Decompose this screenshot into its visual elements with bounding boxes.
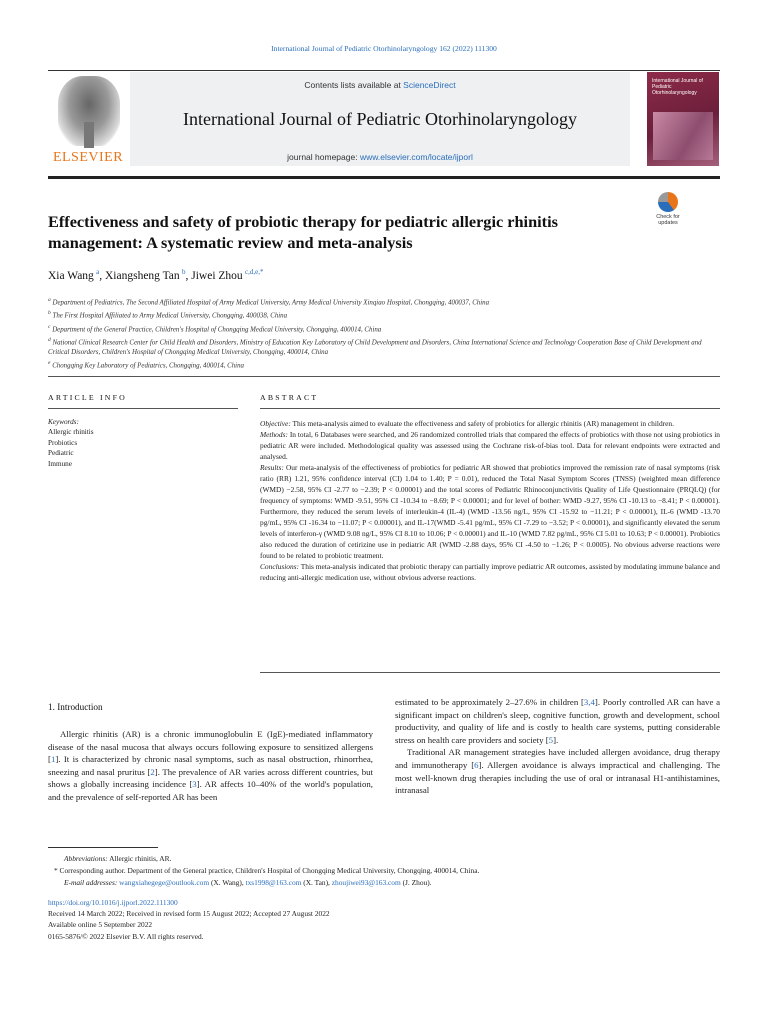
- available-online: Available online 5 September 2022: [48, 920, 153, 930]
- sciencedirect-link[interactable]: ScienceDirect: [403, 80, 456, 90]
- abstract-end-rule: [260, 672, 720, 673]
- check-updates-icon: [658, 192, 678, 212]
- journal-title: International Journal of Pediatric Otorhinolaryngology: [183, 109, 577, 129]
- email-link[interactable]: wangxiahegege@outlook.com: [119, 878, 210, 887]
- affiliation-item: $^e$ Chongqing Key Laboratory of Pediatrics, Chongqing, 400014, China: [48, 360, 244, 370]
- elsevier-logo[interactable]: [48, 72, 128, 166]
- homepage-prefix: journal homepage:: [287, 152, 360, 162]
- email-link[interactable]: txs1998@163.com: [245, 878, 302, 887]
- journal-cover-thumbnail[interactable]: [647, 72, 719, 166]
- check-for-updates-badge[interactable]: [650, 192, 686, 232]
- abstract-rule: [260, 408, 720, 409]
- author-name[interactable]: Xia Wang: [48, 269, 94, 282]
- abstract-objective: Objective: This meta-analysis aimed to evaluate the effectiveness and safety of probiotics for allergic rhinitis (AR) management in children.: [260, 419, 674, 428]
- keywords-block: [48, 417, 238, 469]
- copyright: 0165-5876/© 2022 Elsevier B.V. All rights reserved.: [48, 931, 204, 941]
- intro-paragraph: estimated to be approximately 2–27.6% in children [3,4]. Poorly controlled AR can have a significant impact on children's sleep, cognitive function, growth and development, school productivity, and quality of life and is costly to health care systems, putting considerable stress on health care providers and society [5].: [395, 697, 720, 745]
- section-title-introduction: 1. Introduction: [48, 702, 103, 712]
- citation-link[interactable]: 6: [474, 759, 479, 770]
- author-name[interactable]: Xiangsheng Tan: [104, 269, 180, 282]
- abstract-heading: ABSTRACT: [260, 393, 319, 402]
- abstract-conclusions: Conclusions: This meta-analysis indicated that probiotic therapy can partially improve pediatric AR outcomes, assisted by modulating immune balance and reducing anti-allergic medication use, without obvious adverse reactions.: [260, 562, 720, 582]
- author-list: Xia Wang $^a$, Xiangsheng Tan $^b$, Jiwei Zhou $^{c,d,e,*}$: [48, 268, 264, 282]
- email-link[interactable]: zhoujiwei93@163.com: [331, 878, 401, 887]
- keywords-label: Keywords:: [48, 418, 79, 426]
- received-dates: Received 14 March 2022; Received in revised form 15 August 2022; Accepted 27 August 2022: [48, 909, 330, 919]
- author-affil-mark[interactable]: a: [96, 268, 100, 276]
- citation-link[interactable]: 5: [548, 734, 554, 745]
- keyword-item[interactable]: Immune: [48, 459, 72, 468]
- affiliation-item: $^d$ National Clinical Research Center for Child Health and Disorders, Ministry of Education Key Laboratory of Child Development and Disorders, China International Science and Technology Cooperation Base of Child Development and Critical Disorders, Children's Hospital of Chongqing Medical University, Chongqing, 400014, China: [48, 336, 702, 357]
- intro-column-left: [48, 728, 373, 804]
- publication-info: [48, 897, 720, 942]
- masthead-bottom-rule: [48, 176, 720, 179]
- check-updates-label: Check for updates: [656, 214, 680, 227]
- corresponding-author-note: * Corresponding author. Department of the General practice, Children's Hospital of Chongqing Medical University, Chongqing, 400014, China.: [54, 866, 480, 875]
- abstract-results: Results: Our meta-analysis of the effectiveness of probiotics for pediatric AR showed that probiotics improved the remission rate of nasal symptoms (risk ratio (RR) 1.21, 95% confidence interval (CI) 1.04 to 1.40; P = 0.01), reduced the Total Nasal Symptom Scores (TNSS) (weighted mean difference (WMD) −2.58, 95% CI -2.77 to −2.39; P < 0.00001) and the total scores of Pediatric Rhinoconjunctivitis Quality of Life Questionnaire (PRQLQ) (for frequency of symptoms: WMD -9.51, 95% CI -10.34 to −8.69; P < 0.00001; and for level of bother: WMD -9.27, 95% CI -10.13 to −8.41; P < 0.00001). Furthermore, they reduced the serum levels of interleukin-4 (IL-4) (WMD -13.56 ng/L, 95% CI -15.92 to −11.21; P < 0.00001), IL-6 (WMD -13.70 pg/mL, 95% CI -16.34 to −11.07; P < 0.00001), and IL-17(WMD -5.41 pg/mL, 95% CI -7.29 to −3.52; P < 0.00001), and significantly elevated the serum levels of interferon-γ (WMD 9.08 ng/L, 95% CI 8.10 to 10.06; P < 0.00001) and IL-10 (WMD 7.82 pg/mL, 95% CI 5.01 to 10.63; P < 0.00001). Probiotics also reduced the duration of cetirizine use in pediatric AR (WMD -2.88 days, 95% CI -4.50 to −1.26; P < 0.0005). No obvious adverse reactions were found to be related to probiotic treatment.: [260, 463, 720, 560]
- cover-image: [653, 112, 713, 160]
- homepage-link[interactable]: www.elsevier.com/locate/ijporl: [359, 152, 473, 162]
- masthead-top-rule: [48, 70, 720, 71]
- citation-link[interactable]: 1: [50, 754, 56, 765]
- publisher-name: ELSEVIER: [52, 150, 124, 165]
- affiliations: [48, 295, 720, 371]
- author-affil-mark[interactable]: c,d,e,*: [244, 268, 264, 276]
- citation-link[interactable]: 2: [150, 766, 155, 777]
- affiliation-item: $^b$ The First Hospital Affiliated to Army Medical University, Chongqing, 400038, China: [48, 310, 288, 320]
- intro-paragraph: Traditional AR management strategies have included allergen avoidance, drug therapy and immunotherapy [6]. Allergen avoidance is always impractical and challenging. The most well-known drug therapies including the use of oral or intranasal H1-antihistamines, intranasal: [395, 747, 720, 796]
- affiliation-item: $^c$ Department of the General Practice, Children's Hospital of Chongqing Medical University, Chongqing, 400014, China: [48, 323, 382, 333]
- tree-trunk: [84, 122, 94, 148]
- running-header[interactable]: International Journal of Pediatric Otorhinolaryngology 162 (2022) 111300: [271, 44, 497, 53]
- homepage-line: [130, 152, 630, 162]
- section-rule: [48, 376, 720, 377]
- footnote-rule: [48, 847, 158, 848]
- article-info-rule: [48, 408, 238, 409]
- abbreviations-note: Abbreviations: Allergic rhinitis, AR.: [64, 854, 172, 863]
- article-info-heading: ARTICLE INFO: [48, 393, 127, 402]
- author-name[interactable]: Jiwei Zhou: [191, 269, 243, 282]
- citation-link[interactable]: 3: [192, 779, 197, 790]
- abstract-body: [260, 418, 720, 583]
- author-affil-mark[interactable]: b: [181, 268, 186, 276]
- keyword-item[interactable]: Allergic rhinitis: [48, 428, 94, 437]
- cover-title: International Journal of Pediatric Otorhinolaryngology: [652, 78, 703, 96]
- keyword-item[interactable]: Pediatric: [48, 449, 74, 458]
- keyword-item[interactable]: Probiotics: [48, 438, 78, 447]
- footnotes: [48, 853, 720, 889]
- doi-link[interactable]: https://doi.org/10.1016/j.ijporl.2022.111300: [48, 898, 178, 907]
- intro-column-right: [395, 696, 720, 797]
- email-addresses: E-mail addresses: wangxiahegege@outlook.com (X. Wang), txs1998@163.com (X. Tan), zhoujiwei93@163.com (J. Zhou).: [64, 878, 432, 887]
- contents-line: [130, 80, 630, 90]
- affiliation-item: $^a$ Department of Pediatrics, The Second Affiliated Hospital of Army Medical University, Army Medical University Xinqiao Hospital, Chongqing, 400037, China: [48, 297, 490, 307]
- intro-paragraph: Allergic rhinitis (AR) is a chronic immunoglobulin E (IgE)-mediated inflammatory disease of the nasal mucosa that always occurs following exposure to sensitized allergens [1]. It is characterized by chronic nasal symptoms, such as nasal obstruction, rhinorrhea, sneezing and nasal pruritus [2]. The prevalence of AR varies across different countries, but shows a globally increasing incidence [3]. AR affects 10–40% of the world's population, and the prevalence of self-reported AR has been: [48, 729, 374, 802]
- citation-link[interactable]: 3,4: [583, 697, 595, 707]
- article-title: Effectiveness and safety of probiotic therapy for pediatric allergic rhinitis management: A systematic review and meta-analysis: [48, 212, 558, 252]
- contents-prefix: Contents lists available at: [304, 80, 404, 90]
- abstract-methods: Methods: In total, 6 Databases were searched, and 26 randomized controlled trials that compared the effects of probiotics with those not using probiotics in pediatric AR were included. Methodological quality was assessed using the Cochrane risk-of-bias tool. Data for relevant endpoints were extracted and analysed.: [260, 430, 720, 461]
